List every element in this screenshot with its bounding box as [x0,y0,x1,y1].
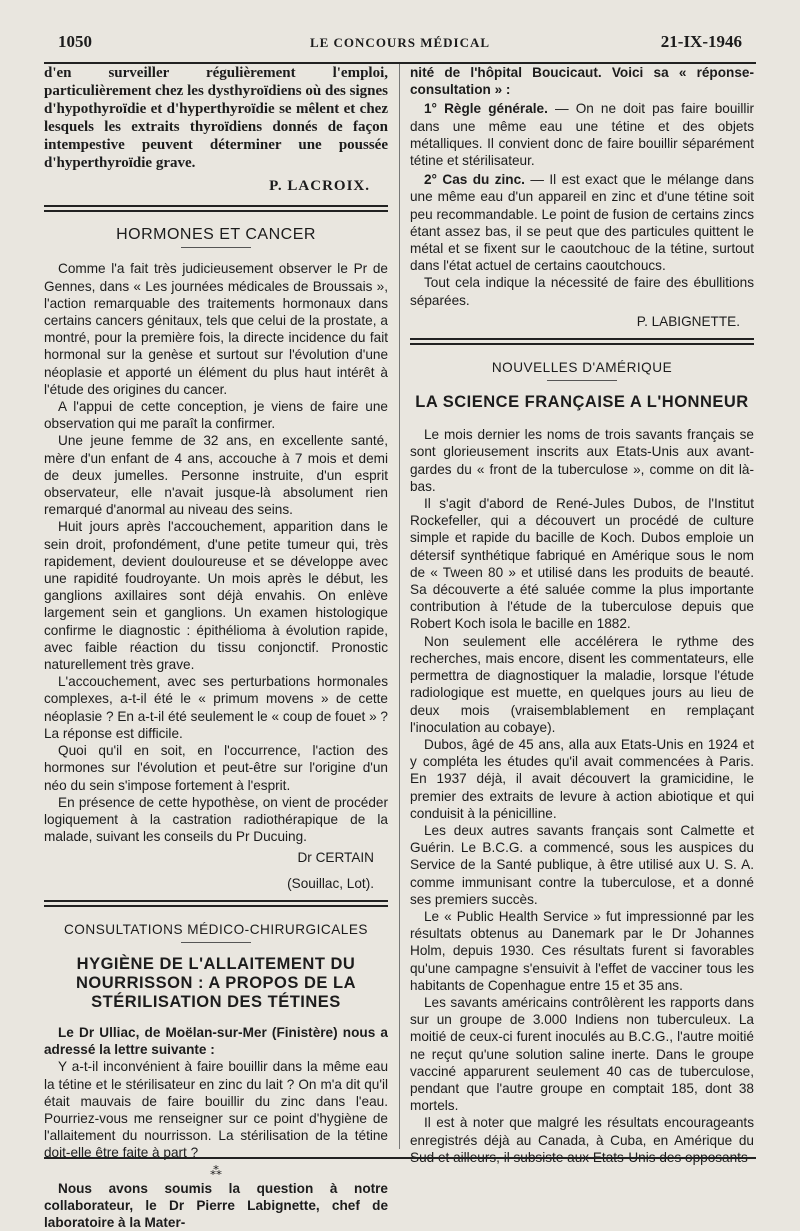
amerique-title: LA SCIENCE FRANÇAISE A L'HONNEUR [415,393,749,412]
column-divider [399,64,400,1149]
journal-title: LE CONCOURS MÉDICAL [309,35,491,50]
answer-signature: P. LABIGNETTE. [636,313,740,329]
issue-date: 21-IX-1946 [660,32,742,51]
section-divider [44,900,388,907]
hormones-paragraph: En présence de cette hypothèse, on vient de procéder logiquement à la castration radiothérapique de la malade, suivant les conseils du Pr Ducuing. [44,794,388,845]
rule-one-text: — On ne doit pas faire bouillir dans une même eau une tétine et des objets métalliques. Il convient donc de faire bouillir séparément tétine et stérilisateur. [410,101,754,169]
title-underline [181,247,251,248]
rubric-underline [181,942,251,943]
intro-paragraph: d'en surveiller régulièrement l'emploi, particulièrement chez les dysthyroïdiens où des signes d'hypothyroïdie et d'hyperthyroïdie se mêlent et chez lesquels les extraits thyroïdiens donnés de façon intempestive peuvent déterminer une poussée d'hyperthyroïdie grave. [44,65,388,171]
rule-one [410,100,754,169]
amerique-paragraph: Les deux autres savants français sont Calmette et Guérin. Le B.C.G. a commencé, sous les auspices du Service de la Santé publique, à être utilisé aux U. S. A. comme immunisant contre la tuberculose, et a donné ses premiers succès. [410,822,754,907]
consultations-lead: Le Dr Ulliac, de Moëlan-sur-Mer (Finistère) nous a adressé la lettre suivante : [44,1024,388,1058]
consultations-title: HYGIÈNE DE L'ALLAITEMENT DU NOURRISSON : A PROPOS DE LA STÉRILISATION DES TÉTINES [76,954,356,1011]
footer-rule [44,1157,756,1159]
consultations-question: Y a-t-il inconvénient à faire bouillir dans la même eau la tétine et le stérilisateur en zinc du lait ? On m'a dit qu'il était mauvais de faire bouillir du zinc dans l'eau. Pourriez-vous me renseigner sur ce point d'hygiène de l'allaitement du nourrisson. La stérilisation de la tétine doit-elle être faite à part ? [44,1059,388,1161]
amerique-paragraph: Les savants américains contrôlèrent les rapports dans sur un groupe de 3.000 Indiens non tuberculeux. La moitié de ceux-ci furent inoculés au B.C.G., l'autre moitié ne reçut qu'une solution saline inerte. Dans le groupe vacciné apparurent seulement 40 cas de tuberculose, pendant que l'autre groupe en comptait 185, dont 38 mortels. [410,994,754,1114]
section-divider [44,205,388,212]
amerique-paragraph: Le mois dernier les noms de trois savants français se sont glorieusement inscrits aux Etats-Unis aux avant-gardes du « front de la tuberculose », comme on dit là-bas. [410,427,754,494]
rule-two-label: 2° Cas du zinc. [424,172,525,188]
rule-two-text: — Il est exact que le mélange dans une même eau d'un appareil en zinc et d'une tétine soit peu recommandable. Le point de fusion de certains zincs étant assez bas, il se peut que des particules quittent le métal et se fixent sur le caoutchouc de la tétine, surtout dans l'état actuel de certains caoutchoucs. [410,172,754,274]
amerique-paragraph: Il est à noter que malgré les résultats encourageants enregistrés déjà au Canada, à Cuba, en Amérique du Sud et ailleurs, il subsiste aux Etats-Unis des opposants [410,1115,754,1165]
section-divider [410,338,754,345]
amerique-paragraph: Non seulement elle accélérera le rythme des recherches, mais encore, disent les commentateurs, elle permettra de diagnostiquer la maladie, lorsque l'étude radiologique est muette, en quelques jours au lieu de deux mois (vraisemblablement en remplaçant l'inoculation au cobaye). [410,633,754,735]
asterism-icon: ⁂ [210,1163,222,1178]
hormones-title: HORMONES ET CANCER [116,226,316,244]
answer-closing: Tout cela indique la nécessité de faire des ébullitions séparées. [410,275,754,308]
intro-signature: P. LACROIX. [269,178,370,194]
amerique-paragraph: Il s'agit d'abord de René-Jules Dubos, de l'Institut Rockefeller, qui a découvert un procédé de culture simple et rapide du bacille de Koch. Dubos emploie un détersif synthétique fabriqué en Amérique sous le nom de « Tween 80 » et utilisé dans les produits de beauté. Sa découverte a été saluée comme la plus importante contribution à l'étude de la tuberculose depuis que Robert Koch isola le bacille en 1882. [410,496,754,632]
hormones-signature-place: (Souillac, Lot). [287,875,374,891]
hormones-signature-name: Dr CERTAIN [297,850,374,866]
consultations-rubric: CONSULTATIONS MÉDICO-CHIRURGICALES [63,921,368,937]
rule-two [410,171,754,274]
amerique-paragraph: Dubos, âgé de 45 ans, alla aux Etats-Unis en 1924 et y compléta les études qu'il avait commencées à Paris. En 1937 déjà, il avait découvert la gramicidine, le premier des extraits de levure à action abiotique et qui conduisit à la pénicilline. [410,736,754,821]
hormones-paragraph: A l'appui de cette conception, je viens de faire une observation qui me paraît la confirmer. [44,399,388,432]
amerique-paragraph: Le « Public Health Service » fut impressionné par les résultats obtenus au Danemark par le Dr Johannes Holm, depuis 1930. Ces résultats furent si favorables qu'une campagne s'ensuivit à l'effet de vacciner tous les habitants de Copenhague entre 15 et 35 ans. [410,908,754,993]
right-column [410,64,754,1165]
left-column [44,64,388,1230]
rule-one-label: 1° Règle générale. [424,101,548,117]
page-number: 1050 [58,32,92,51]
hormones-paragraph: Quoi qu'il en soit, en l'occurrence, l'action des hormones sur l'évolution et peut-être sur l'origine d'un néo du sein s'impose fortement à l'esprit. [44,743,388,793]
amerique-rubric: NOUVELLES D'AMÉRIQUE [491,360,673,376]
hormones-paragraph: Comme l'a fait très judicieusement observer le Pr de Gennes, dans « Les journées médicales de Broussais », l'action remarquable des traitements hormonaux dans certains cancers génitaux, tels que celui de la prostate, a montré, pour la première fois, la directe incidence du fait hormonal sur la genèse et surtout sur l'évolution d'une néoplasie et apporté un élément du plus haut intérêt à l'étude des origines du cancer. [44,261,388,397]
hormones-paragraph: L'accouchement, avec ses perturbations hormonales complexes, a-t-il été le « primum movens » de cette néoplasie ? En a-t-il été seulement le « coup de fouet » ? La réponse est difficile. [44,674,388,741]
page-header [0,14,800,51]
hormones-paragraph: Une jeune femme de 32 ans, en excellente santé, mère d'un enfant de 4 ans, accouche à 7 mois et demi de deux jumelles. Personne instruite, d'un esprit observateur, elle n'avait jusque-là absolument rien remarqué d'anormal au niveau des seins. [44,433,388,518]
answer-continuation: nité de l'hôpital Boucicaut. Voici sa « réponse-consultation » : [410,65,754,98]
hormones-paragraph: Huit jours après l'accouchement, apparition dans le sein droit, profondément, d'une petite tumeur qui, très rapidement, devient douloureuse et se développe avec une rapidité foudroyante. Un mois après le début, les ganglions axillaires sont déjà envahis. On enlève largement sein et ganglions. Un examen histologique confirme le diagnostic : épithélioma à évolution rapide, avec faible réaction du tissu conjonctif. Pronostic naturellement très grave. [44,519,388,673]
consultations-submitted: Nous avons soumis la question à notre collaborateur, le Dr Pierre Labignette, chef de laboratoire à la Mater- [44,1180,388,1230]
rubric-underline [547,380,617,381]
